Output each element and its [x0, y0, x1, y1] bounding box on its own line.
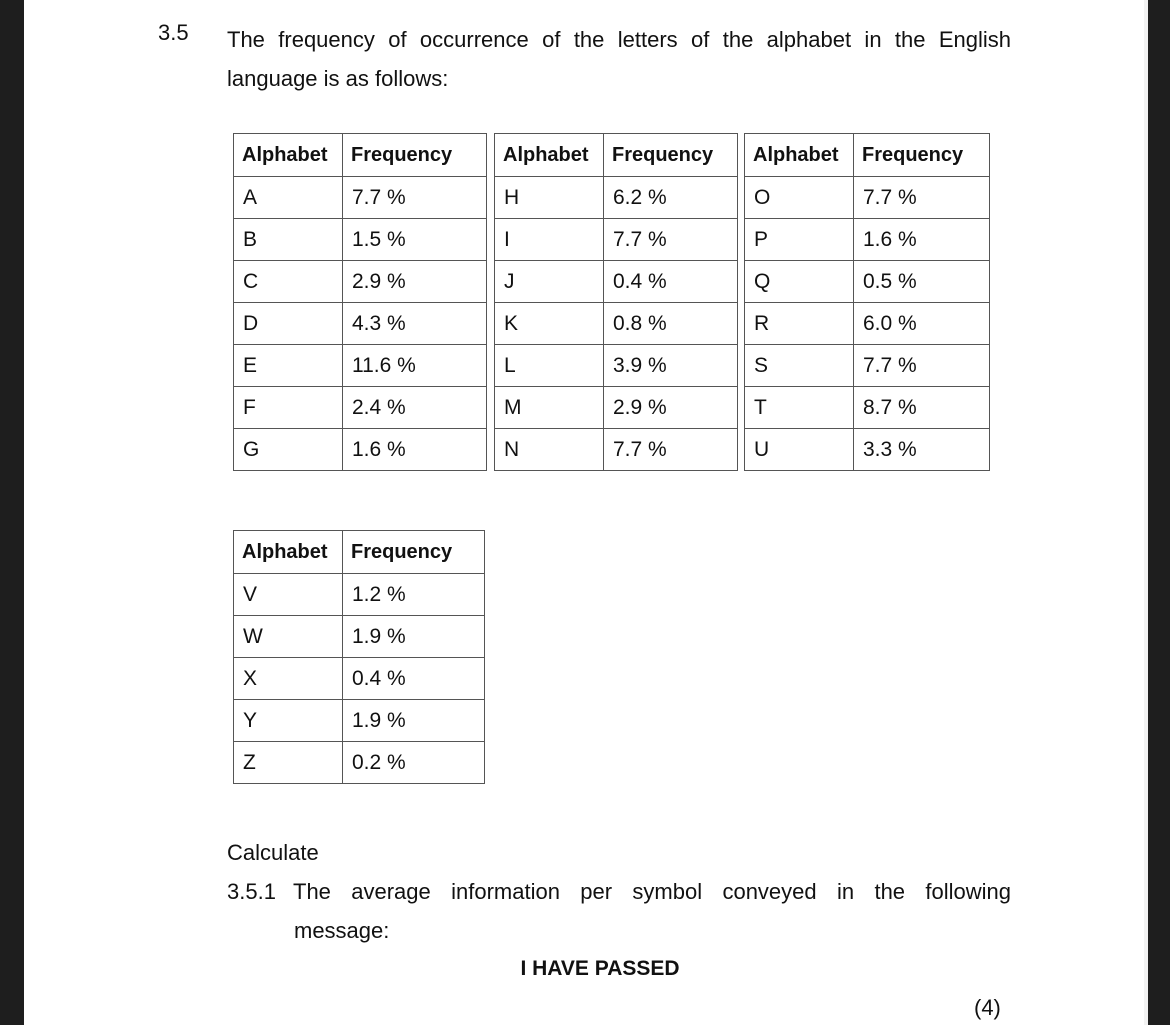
- frequency-cell: 0.2 %: [343, 742, 485, 784]
- table-row: [234, 616, 485, 658]
- frequency-cell: 2.4 %: [343, 387, 487, 429]
- table-row: [234, 387, 487, 429]
- letter-cell: H: [495, 177, 604, 219]
- letter-cell: E: [234, 345, 343, 387]
- frequency-cell: 7.7 %: [604, 219, 738, 261]
- sub-question-text-line1: The average information per symbol conveyed in the following: [293, 879, 1011, 904]
- table-row: [745, 429, 990, 471]
- frequency-cell: 7.7 %: [343, 177, 487, 219]
- table-row: [234, 429, 487, 471]
- letter-cell: Q: [745, 261, 854, 303]
- sub-question-number: 3.5.1: [227, 879, 276, 904]
- letter-cell: F: [234, 387, 343, 429]
- table-row: [234, 219, 487, 261]
- letter-cell: G: [234, 429, 343, 471]
- document-page: [24, 0, 1144, 1025]
- alphabet-header: Alphabet: [234, 531, 343, 574]
- table-row: [495, 303, 738, 345]
- letter-cell: K: [495, 303, 604, 345]
- frequency-cell: 0.4 %: [343, 658, 485, 700]
- table-row: [745, 387, 990, 429]
- frequency-cell: 1.9 %: [343, 616, 485, 658]
- marks-label: (4): [974, 995, 1001, 1020]
- letter-cell: V: [234, 574, 343, 616]
- table-row: [234, 742, 485, 784]
- table-row: [745, 177, 990, 219]
- question-intro-line1: The frequency of occurrence of the letters of the alphabet in the English: [227, 27, 1011, 52]
- letter-cell: Z: [234, 742, 343, 784]
- letter-cell: O: [745, 177, 854, 219]
- table-row: [234, 700, 485, 742]
- letter-cell: S: [745, 345, 854, 387]
- frequency-cell: 8.7 %: [854, 387, 990, 429]
- frequency-cell: 6.2 %: [604, 177, 738, 219]
- table-row: [495, 177, 738, 219]
- frequency-header: Frequency: [343, 531, 485, 574]
- frequency-cell: 2.9 %: [343, 261, 487, 303]
- table-row: [495, 429, 738, 471]
- frequency-cell: 11.6 %: [343, 345, 487, 387]
- frequency-cell: 7.7 %: [854, 345, 990, 387]
- frequency-cell: 1.2 %: [343, 574, 485, 616]
- sub-question: [227, 872, 1011, 950]
- question-intro-line2: language is as follows:: [227, 66, 449, 91]
- letter-cell: D: [234, 303, 343, 345]
- table-row: [495, 219, 738, 261]
- table-row: [234, 345, 487, 387]
- letter-cell: J: [495, 261, 604, 303]
- alphabet-header: Alphabet: [234, 134, 343, 177]
- alphabet-header: Alphabet: [745, 134, 854, 177]
- table-header-row: [745, 134, 990, 177]
- frequency-cell: 0.5 %: [854, 261, 990, 303]
- frequency-header: Frequency: [343, 134, 487, 177]
- frequency-cell: 3.9 %: [604, 345, 738, 387]
- frequency-cell: 1.9 %: [343, 700, 485, 742]
- letter-cell: Y: [234, 700, 343, 742]
- frequency-cell: 6.0 %: [854, 303, 990, 345]
- letter-cell: M: [495, 387, 604, 429]
- frequency-table-o-u: [744, 133, 990, 471]
- table-row: [495, 387, 738, 429]
- table-row: [234, 261, 487, 303]
- table-row: [234, 303, 487, 345]
- frequency-cell: 2.9 %: [604, 387, 738, 429]
- letter-cell: U: [745, 429, 854, 471]
- frequency-cell: 1.6 %: [854, 219, 990, 261]
- frequency-header: Frequency: [854, 134, 990, 177]
- table-header-row: [495, 134, 738, 177]
- letter-cell: B: [234, 219, 343, 261]
- page-edge: [1144, 0, 1148, 1025]
- frequency-header: Frequency: [604, 134, 738, 177]
- table-row: [745, 261, 990, 303]
- frequency-cell: 1.5 %: [343, 219, 487, 261]
- question-intro: [227, 20, 1011, 98]
- frequency-cell: 3.3 %: [854, 429, 990, 471]
- frequency-cell: 7.7 %: [604, 429, 738, 471]
- frequency-cell: 0.4 %: [604, 261, 738, 303]
- table-header-row: [234, 134, 487, 177]
- letter-cell: I: [495, 219, 604, 261]
- message-text: I HAVE PASSED: [520, 957, 680, 980]
- frequency-cell: 1.6 %: [343, 429, 487, 471]
- letter-cell: L: [495, 345, 604, 387]
- table-row: [234, 177, 487, 219]
- frequency-table-v-z: [233, 530, 485, 784]
- table-row: [495, 261, 738, 303]
- question-number: 3.5: [158, 20, 189, 45]
- sub-question-text-line2: message:: [294, 918, 390, 943]
- frequency-cell: 0.8 %: [604, 303, 738, 345]
- letter-cell: W: [234, 616, 343, 658]
- frequency-table-h-n: [494, 133, 738, 471]
- letter-cell: C: [234, 261, 343, 303]
- letter-cell: R: [745, 303, 854, 345]
- letter-cell: P: [745, 219, 854, 261]
- letter-cell: N: [495, 429, 604, 471]
- table-row: [495, 345, 738, 387]
- table-row: [234, 658, 485, 700]
- calculate-label: Calculate: [227, 840, 319, 865]
- frequency-cell: 4.3 %: [343, 303, 487, 345]
- table-row: [745, 303, 990, 345]
- letter-cell: T: [745, 387, 854, 429]
- frequency-cell: 7.7 %: [854, 177, 990, 219]
- letter-cell: A: [234, 177, 343, 219]
- alphabet-header: Alphabet: [495, 134, 604, 177]
- table-row: [745, 219, 990, 261]
- table-header-row: [234, 531, 485, 574]
- letter-cell: X: [234, 658, 343, 700]
- table-row: [745, 345, 990, 387]
- table-row: [234, 574, 485, 616]
- frequency-table-a-g: [233, 133, 487, 471]
